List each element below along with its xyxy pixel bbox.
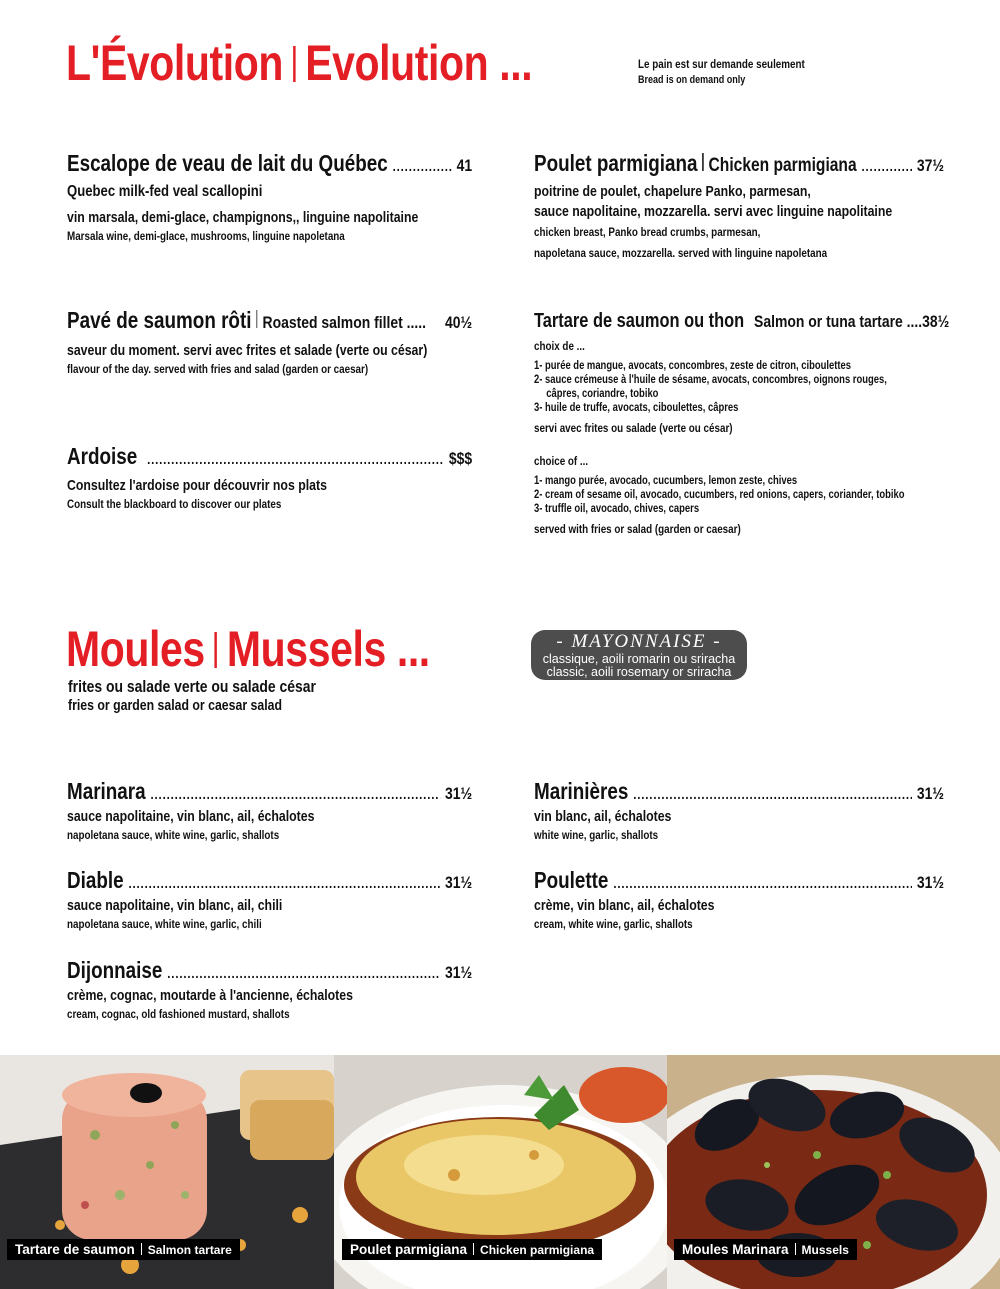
photo-caption xyxy=(342,1239,602,1260)
item-name: Poulet parmigiana xyxy=(534,150,698,176)
mayo-line-fr: classique, aoili romarin ou sriracha xyxy=(542,652,736,666)
title-en: Evolution ... xyxy=(305,35,533,91)
item-desc-en: Marsala wine, demi-glace, mushrooms, linguine napoletana xyxy=(67,229,345,243)
photo-poulet xyxy=(334,1055,667,1289)
mussel-item-marinara xyxy=(67,778,472,844)
item-price: 40½ xyxy=(444,313,473,332)
mussel-item-poulette xyxy=(534,867,944,933)
menu-item-saumon xyxy=(67,307,472,378)
caption-en: Chicken parmigiana xyxy=(480,1243,595,1257)
item-desc-en: Consult the blackboard to discover our plates xyxy=(67,497,282,511)
caption-fr: Poulet parmigiana xyxy=(350,1242,468,1257)
name-separator xyxy=(702,153,703,171)
moules-title xyxy=(66,620,510,678)
served-en: served with fries or salad (garden or caesar) xyxy=(534,522,741,536)
item-desc-en: napoletana sauce, white wine, garlic, chili xyxy=(67,917,262,931)
moules-sides xyxy=(68,677,370,715)
title-separator xyxy=(293,46,295,82)
item-name-en: Roasted salmon fillet ..... xyxy=(262,313,426,332)
item-name-en: Chicken parmigiana xyxy=(708,155,857,176)
sides-en: fries or garden salad or caesar salad xyxy=(68,697,282,714)
item-desc-fr: vin blanc, ail, échalotes xyxy=(534,808,672,825)
name-separator xyxy=(256,310,257,328)
item-desc-en: white wine, garlic, shallots xyxy=(534,828,659,842)
leader-dots xyxy=(633,786,912,802)
item-price: 31½ xyxy=(916,873,944,892)
title-fr: L'Évolution xyxy=(66,35,284,91)
sides-fr: frites ou salade verte ou salade césar xyxy=(68,677,316,696)
option-fr-2-cont: câpres, coriandre, tobiko xyxy=(546,388,659,400)
item-desc-en-2: napoletana sauce, mozzarella. served with linguine napoletana xyxy=(534,246,828,260)
choice-fr: choix de ... xyxy=(534,339,585,353)
item-name: Poulette xyxy=(534,867,609,893)
photo-caption xyxy=(674,1239,857,1260)
item-price: 31½ xyxy=(444,873,473,892)
option-fr-2: 2- sauce crémeuse à l'huile de sésame, avocats, concombres, oignons rouges, xyxy=(534,374,887,386)
item-price: 31½ xyxy=(916,784,944,803)
item-desc-fr: crème, vin blanc, ail, échalotes xyxy=(534,897,715,914)
caption-en: Mussels xyxy=(801,1243,849,1257)
item-desc-fr-1: poitrine de poulet, chapelure Panko, parmesan, xyxy=(534,183,811,200)
menu-item-escalope xyxy=(67,150,472,245)
item-desc-fr-2: sauce napolitaine, mozzarella. servi avec linguine napolitaine xyxy=(534,203,893,220)
menu-item-ardoise xyxy=(67,443,472,513)
menu-item-tartare xyxy=(534,309,950,538)
item-name: Marinières xyxy=(534,778,629,804)
menu-item-poulet-parmigiana xyxy=(534,150,944,262)
item-name: Diable xyxy=(67,867,124,893)
evolution-title xyxy=(66,34,635,92)
item-price: 38½ xyxy=(922,312,950,331)
served-fr: servi avec frites ou salade (verte ou césar) xyxy=(534,421,733,435)
caption-fr: Tartare de saumon xyxy=(15,1242,135,1257)
item-desc-fr: crème, cognac, moutarde à l'ancienne, échalotes xyxy=(67,987,353,1004)
item-desc-en-1: chicken breast, Panko bread crumbs, parmesan, xyxy=(534,225,761,239)
leader-dots xyxy=(129,875,440,891)
caption-en: Salmon tartare xyxy=(147,1243,232,1257)
title-separator xyxy=(215,632,217,668)
item-name: Tartare de saumon ou thon xyxy=(534,310,745,332)
moules-title-fr: Moules xyxy=(66,621,205,677)
mayonnaise-badge xyxy=(531,630,747,680)
item-desc-en: napoletana sauce, white wine, garlic, shallots xyxy=(67,828,280,842)
option-fr-1: 1- purée de mangue, avocats, concombres, zeste de citron, ciboulettes xyxy=(534,360,852,372)
item-name: Pavé de saumon rôti xyxy=(67,307,252,333)
leader-dots xyxy=(862,158,912,174)
mussel-item-dijonnaise xyxy=(67,957,472,1023)
leader-dots xyxy=(147,451,444,467)
mayo-line-en: classic, aoili rosemary or sriracha xyxy=(546,665,732,679)
item-desc-fr: sauce napolitaine, vin blanc, ail, échalotes xyxy=(67,808,315,825)
leader-dots xyxy=(613,875,912,891)
item-price: 31½ xyxy=(444,963,473,982)
leader-dots xyxy=(151,786,440,802)
choice-en: choice of ... xyxy=(534,454,589,468)
item-desc-en: flavour of the day. served with fries and salad (garden or caesar) xyxy=(67,362,369,376)
mussel-item-diable xyxy=(67,867,472,933)
photo-moules xyxy=(667,1055,1000,1289)
item-price: 41 xyxy=(456,156,473,175)
item-name: Marinara xyxy=(67,778,146,804)
mayo-heading: - MAYONNAISE - xyxy=(556,631,722,652)
caption-fr: Moules Marinara xyxy=(682,1242,789,1257)
bread-note-fr: Le pain est sur demande seulement xyxy=(638,57,805,71)
mussel-item-marinieres xyxy=(534,778,944,844)
item-name: Ardoise xyxy=(67,443,138,469)
moules-title-en: Mussels ... xyxy=(226,621,430,677)
item-name-en: Quebec milk-fed veal scallopini xyxy=(67,183,263,200)
item-desc-fr: sauce napolitaine, vin blanc, ail, chili xyxy=(67,897,283,914)
photo-tartare xyxy=(0,1055,334,1289)
item-desc-fr: saveur du moment. servi avec frites et salade (verte ou césar) xyxy=(67,342,428,359)
item-name-en: Salmon or tuna tartare .... xyxy=(754,312,923,331)
option-en-3: 3- truffle oil, avocado, chives, capers xyxy=(534,503,700,515)
leader-dots xyxy=(393,158,452,174)
bread-note-en: Bread is on demand only xyxy=(638,74,746,86)
bread-note xyxy=(638,57,841,88)
item-desc-en: cream, cognac, old fashioned mustard, shallots xyxy=(67,1007,290,1021)
option-fr-3: 3- huile de truffe, avocats, ciboulettes, câpres xyxy=(534,402,739,414)
item-desc-fr: Consultez l'ardoise pour découvrir nos plats xyxy=(67,477,327,494)
item-desc-fr: vin marsala, demi-glace, champignons,, linguine napolitaine xyxy=(67,209,419,226)
option-en-1: 1- mango purée, avocado, cucumbers, lemon zeste, chives xyxy=(534,475,798,487)
leader-dots xyxy=(167,965,440,981)
photo-caption xyxy=(7,1239,240,1260)
item-desc-en: cream, white wine, garlic, shallots xyxy=(534,917,693,931)
item-price: 31½ xyxy=(444,784,473,803)
option-en-2: 2- cream of sesame oil, avocado, cucumbers, red onions, capers, coriander, tobiko xyxy=(534,489,905,501)
item-price: 37½ xyxy=(916,156,944,175)
item-name: Escalope de veau de lait du Québec xyxy=(67,150,388,176)
item-name: Dijonnaise xyxy=(67,957,163,983)
item-price: $$$ xyxy=(448,449,473,468)
